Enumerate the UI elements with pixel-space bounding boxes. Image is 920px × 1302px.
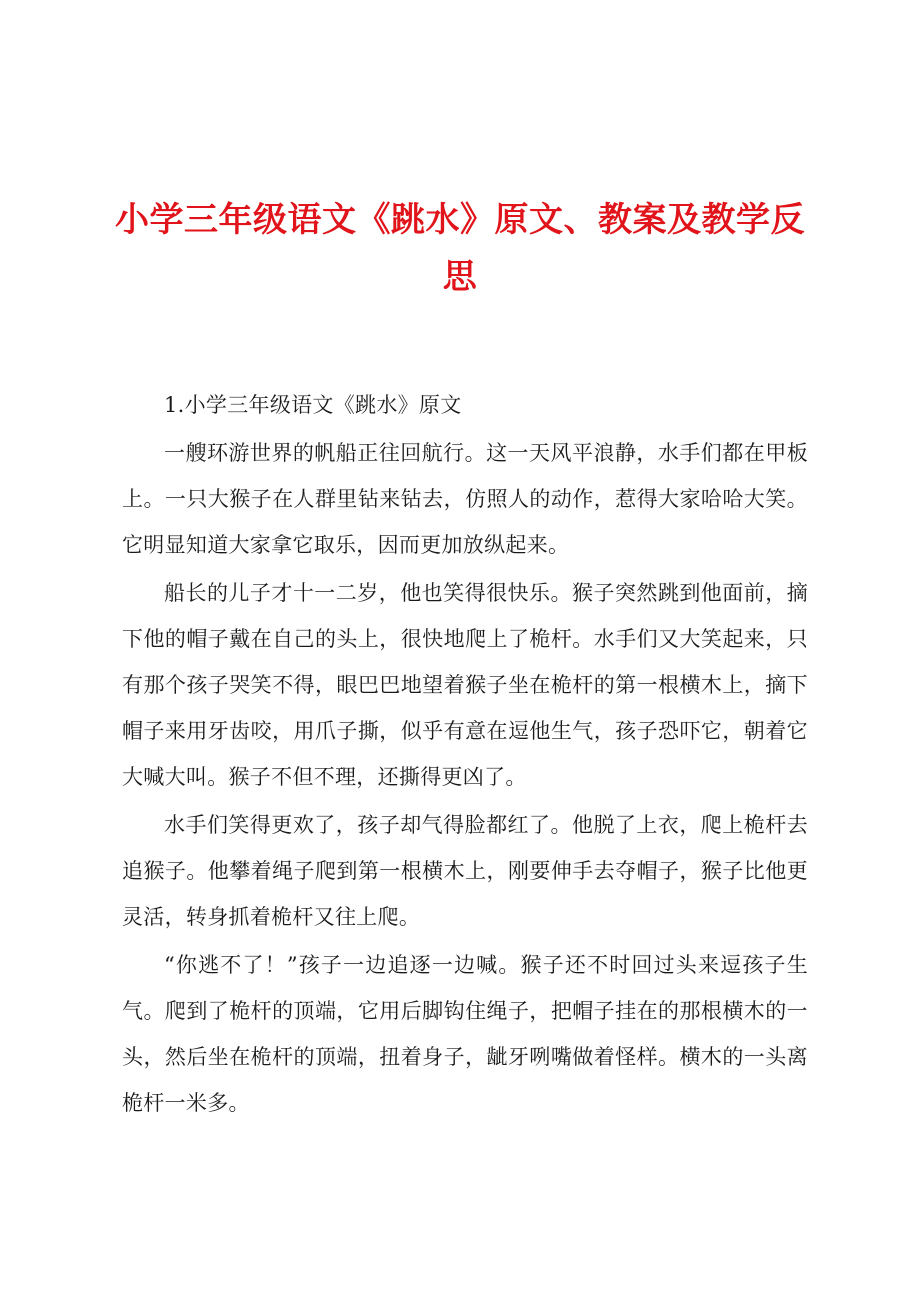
paragraph-4: “你逃不了！”孩子一边追逐一边喊。猴子还不时回过头来逗孩子生气。爬到了桅杆的顶端，它用后脚钩住绳子，把帽子挂在的那根横木的一头，然后坐在桅杆的顶端，扭着身子，龇牙咧嘴做着怪样。横木的一头离桅杆一米多。 [122,953,808,1115]
document-body [122,382,808,1126]
section-heading: 1.小学三年级语文《跳水》原文 [164,393,462,417]
paragraph-3: 水手们笑得更欢了，孩子却气得脸都红了。他脱了上衣，爬上桅杆去追猴子。他攀着绳子爬到第一根横木上，刚要伸手去夺帽子，猴子比他更灵活，转身抓着桅杆又往上爬。 [122,813,808,929]
paragraph-2: 船长的儿子才十一二岁，他也笑得很快乐。猴子突然跳到他面前，摘下他的帽子戴在自己的头上，很快地爬上了桅杆。水手们又大笑起来，只有那个孩子哭笑不得，眼巴巴地望着猴子坐在桅杆的第一根横木上，摘下帽子来用牙齿咬，用爪子撕，似乎有意在逗他生气，孩子恐吓它，朝着它大喊大叫。猴子不但不理，还撕得更凶了。 [122,581,808,789]
paragraph-1: 一艘环游世界的帆船正往回航行。这一天风平浪静，水手们都在甲板上。一只大猴子在人群里钻来钻去，仿照人的动作，惹得大家哈哈大笑。它明显知道大家拿它取乐，因而更加放纵起来。 [122,441,808,557]
document-title: 小学三年级语文《跳水》原文、教案及教学反思 [115,200,805,297]
